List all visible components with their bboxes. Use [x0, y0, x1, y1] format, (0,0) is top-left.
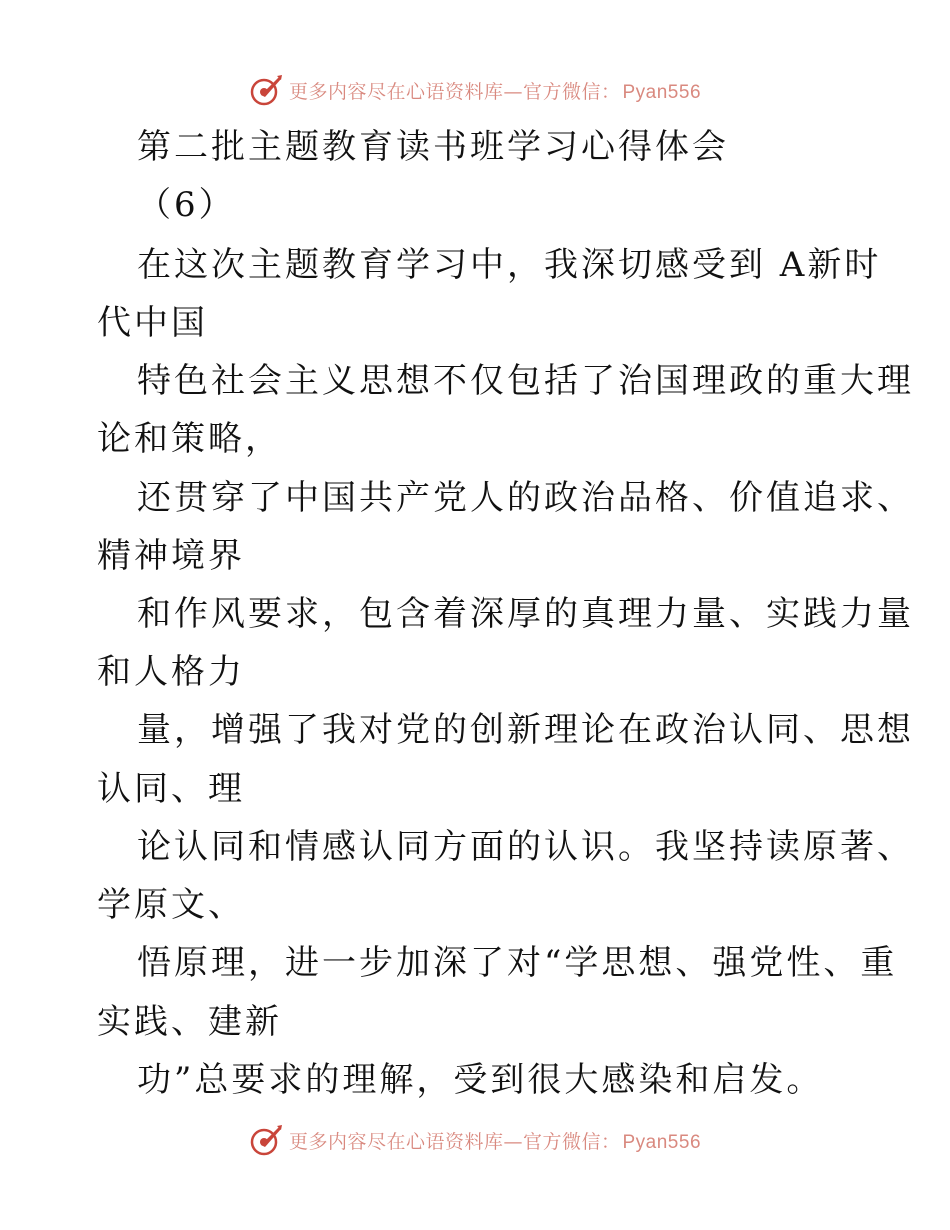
- paragraph-line: 功”总要求的理解，受到很大感染和启发。: [137, 1060, 824, 1100]
- paragraph-line: 悟原理，进一步加深了对“学思想、强党性、重: [137, 943, 898, 983]
- paragraph-line: 学原文、: [97, 885, 245, 925]
- footer-watermark: [0, 1120, 950, 1160]
- document-number: （6）: [137, 185, 236, 225]
- header-watermark: [0, 70, 950, 110]
- paragraph-line: 还贯穿了中国共产党人的政治品格、价值追求、: [137, 478, 914, 518]
- watermark-label: 更多内容尽在心语资料库—官方微信：: [288, 80, 621, 103]
- watermark-handle: Pyan556: [622, 81, 702, 103]
- paragraph-line: 在这次主题教育学习中，我深切感受到 A新时: [137, 245, 882, 285]
- watermark-text: [289, 1127, 701, 1154]
- paragraph-line: 实践、建新: [97, 1002, 282, 1042]
- paragraph-line: 量，增强了我对党的创新理论在政治认同、思想: [137, 710, 914, 750]
- paragraph-line: 特色社会主义思想不仅包括了治国理政的重大理: [137, 361, 914, 401]
- watermark-label: 更多内容尽在心语资料库—官方微信：: [288, 1130, 621, 1153]
- quill-logo-icon: [249, 1123, 283, 1157]
- document-title: 第二批主题教育读书班学习心得体会: [137, 127, 729, 167]
- paragraph-line: 和人格力: [97, 652, 245, 692]
- paragraph-line: 认同、理: [97, 769, 245, 809]
- paragraph-line: 和作风要求，包含着深厚的真理力量、实践力量: [137, 594, 914, 634]
- watermark-text: [289, 77, 701, 104]
- paragraph-line: 代中国: [97, 303, 208, 343]
- paragraph-line: 论认同和情感认同方面的认识。我坚持读原著、: [137, 827, 914, 867]
- watermark-handle: Pyan556: [622, 1131, 702, 1153]
- quill-logo-icon: [249, 73, 283, 107]
- paragraph-line: 精神境界: [97, 536, 245, 576]
- paragraph-line: 论和策略，: [97, 419, 282, 459]
